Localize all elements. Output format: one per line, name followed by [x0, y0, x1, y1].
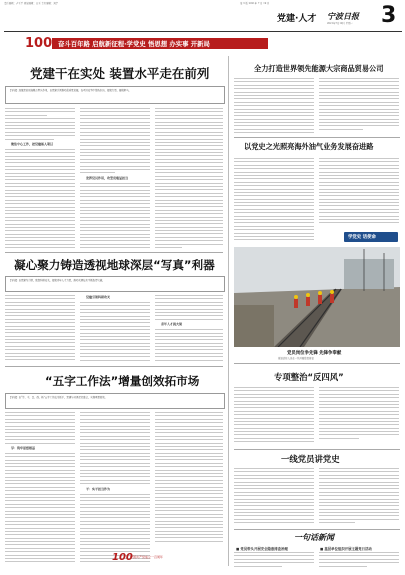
svg-text:100: 100	[25, 36, 52, 51]
right2-tag: 学党史 话使命	[348, 235, 376, 240]
photo-subcaption: 管道巡检人员在一线开展隐患排查	[278, 357, 314, 360]
article1-subhead-1: 聚焦中心工作，把党建嵌入项目	[11, 141, 54, 146]
article2-lead-box	[5, 276, 225, 292]
right1-col1	[234, 78, 314, 136]
right5-item-2: ■ 基层单位组织开展主题党日活动	[320, 547, 372, 551]
photo-caption: 党员岗位争先锋 先锋争奉献	[287, 351, 342, 356]
article1-lead: 【导读】加强党员先锋模范带头作用，以党建引领推动高质量发展，在项目攻坚中锻炼队伍、凝聚力量、展现担当。	[9, 89, 131, 92]
right3-title: 专项整治“反四风”	[274, 372, 344, 382]
right4-col1	[234, 468, 314, 528]
article1-col2	[80, 108, 150, 250]
article3-col3	[155, 412, 223, 550]
right4-col2	[319, 468, 399, 528]
right2-col1	[234, 158, 314, 244]
railway-photo	[234, 247, 400, 347]
page-number: 3	[381, 3, 397, 28]
article1-lead-box	[5, 86, 225, 104]
section-title: 党建·人才	[277, 14, 317, 24]
footer-badge: 100	[112, 552, 133, 563]
article3-lead-box	[5, 393, 225, 409]
article1-title: 党建干在实处 装置水平走在前列	[30, 66, 210, 81]
header-small-left: 责任编辑：卢王平 视觉编辑：范玉 美术编辑：刘宇	[4, 2, 59, 5]
centenary-emblem	[24, 33, 52, 51]
right2-title: 以党史之光照亮海外油气业务发展奋进路	[244, 142, 374, 151]
article3-col2	[80, 412, 150, 562]
right5-col2	[319, 552, 399, 570]
right1-title: 全力打造世界领先能源大宗商品贸易公司	[254, 64, 384, 73]
article2-rule	[5, 366, 223, 367]
header-small-right: 第 3 版 2021年 7 月 19 日	[240, 2, 270, 5]
article1-col1	[5, 108, 75, 250]
article2-col1	[5, 295, 75, 363]
right4-title: 一线党员讲党史	[281, 454, 340, 464]
right2-tag-box	[344, 232, 398, 242]
header-rule	[4, 31, 402, 32]
column-divider	[228, 56, 229, 566]
right3-col1	[234, 387, 314, 447]
article1-subhead-2: 发挥党员作用，攻坚克难显担当	[86, 175, 129, 180]
header-date: 2021年7月19日 星期一	[327, 22, 353, 25]
railway-photo-illustration	[234, 247, 400, 347]
article2-subhead-1: 党建引领科研攻关	[86, 295, 111, 299]
right1-col2	[319, 78, 399, 136]
article3-lead: 【导读】以“学、干、比、创、拓”五字工作法为抓手，党建与业务深度融合，实现增量创效。	[9, 396, 108, 399]
article2-title: 凝心聚力铸造透视地球深层“写真”利器	[14, 258, 215, 272]
article2-lead: 【导读】以党建为引领，聚焦科研攻关，凝聚青年人才力量，推动关键技术不断取得突破。	[9, 279, 105, 282]
right2-col2	[319, 158, 399, 228]
right5-title: 一句话新闻	[294, 533, 334, 542]
photo-rule	[234, 363, 400, 364]
article2-col2	[80, 295, 150, 363]
article1-col3	[155, 108, 223, 250]
right3-col2	[319, 387, 399, 447]
article1-rule	[5, 252, 223, 253]
article3-title: “五字工作法”增量创效拓市场	[45, 374, 200, 388]
footer-text: 中国共产党成立一百周年	[130, 555, 164, 559]
right5-item-1: ■ 党员带头开展安全隐患排查治理	[236, 547, 288, 551]
article2-subhead-2: 青年人才挑大梁	[161, 322, 183, 327]
paper-logo: 宁波日报	[327, 12, 359, 21]
right1-rule	[234, 137, 400, 138]
article3-subhead-2: 干：实干担当作为	[86, 486, 111, 491]
article3-subhead-1: 学：筑牢思想根基	[11, 445, 36, 450]
banner-text: 奋斗百年路 启航新征程·学党史 悟思想 办实事 开新局	[58, 40, 210, 48]
right3-rule	[234, 449, 400, 450]
right5-col1	[234, 552, 314, 570]
right4-rule	[234, 529, 400, 530]
article2-col3	[155, 295, 223, 363]
article3-col1	[5, 412, 75, 562]
